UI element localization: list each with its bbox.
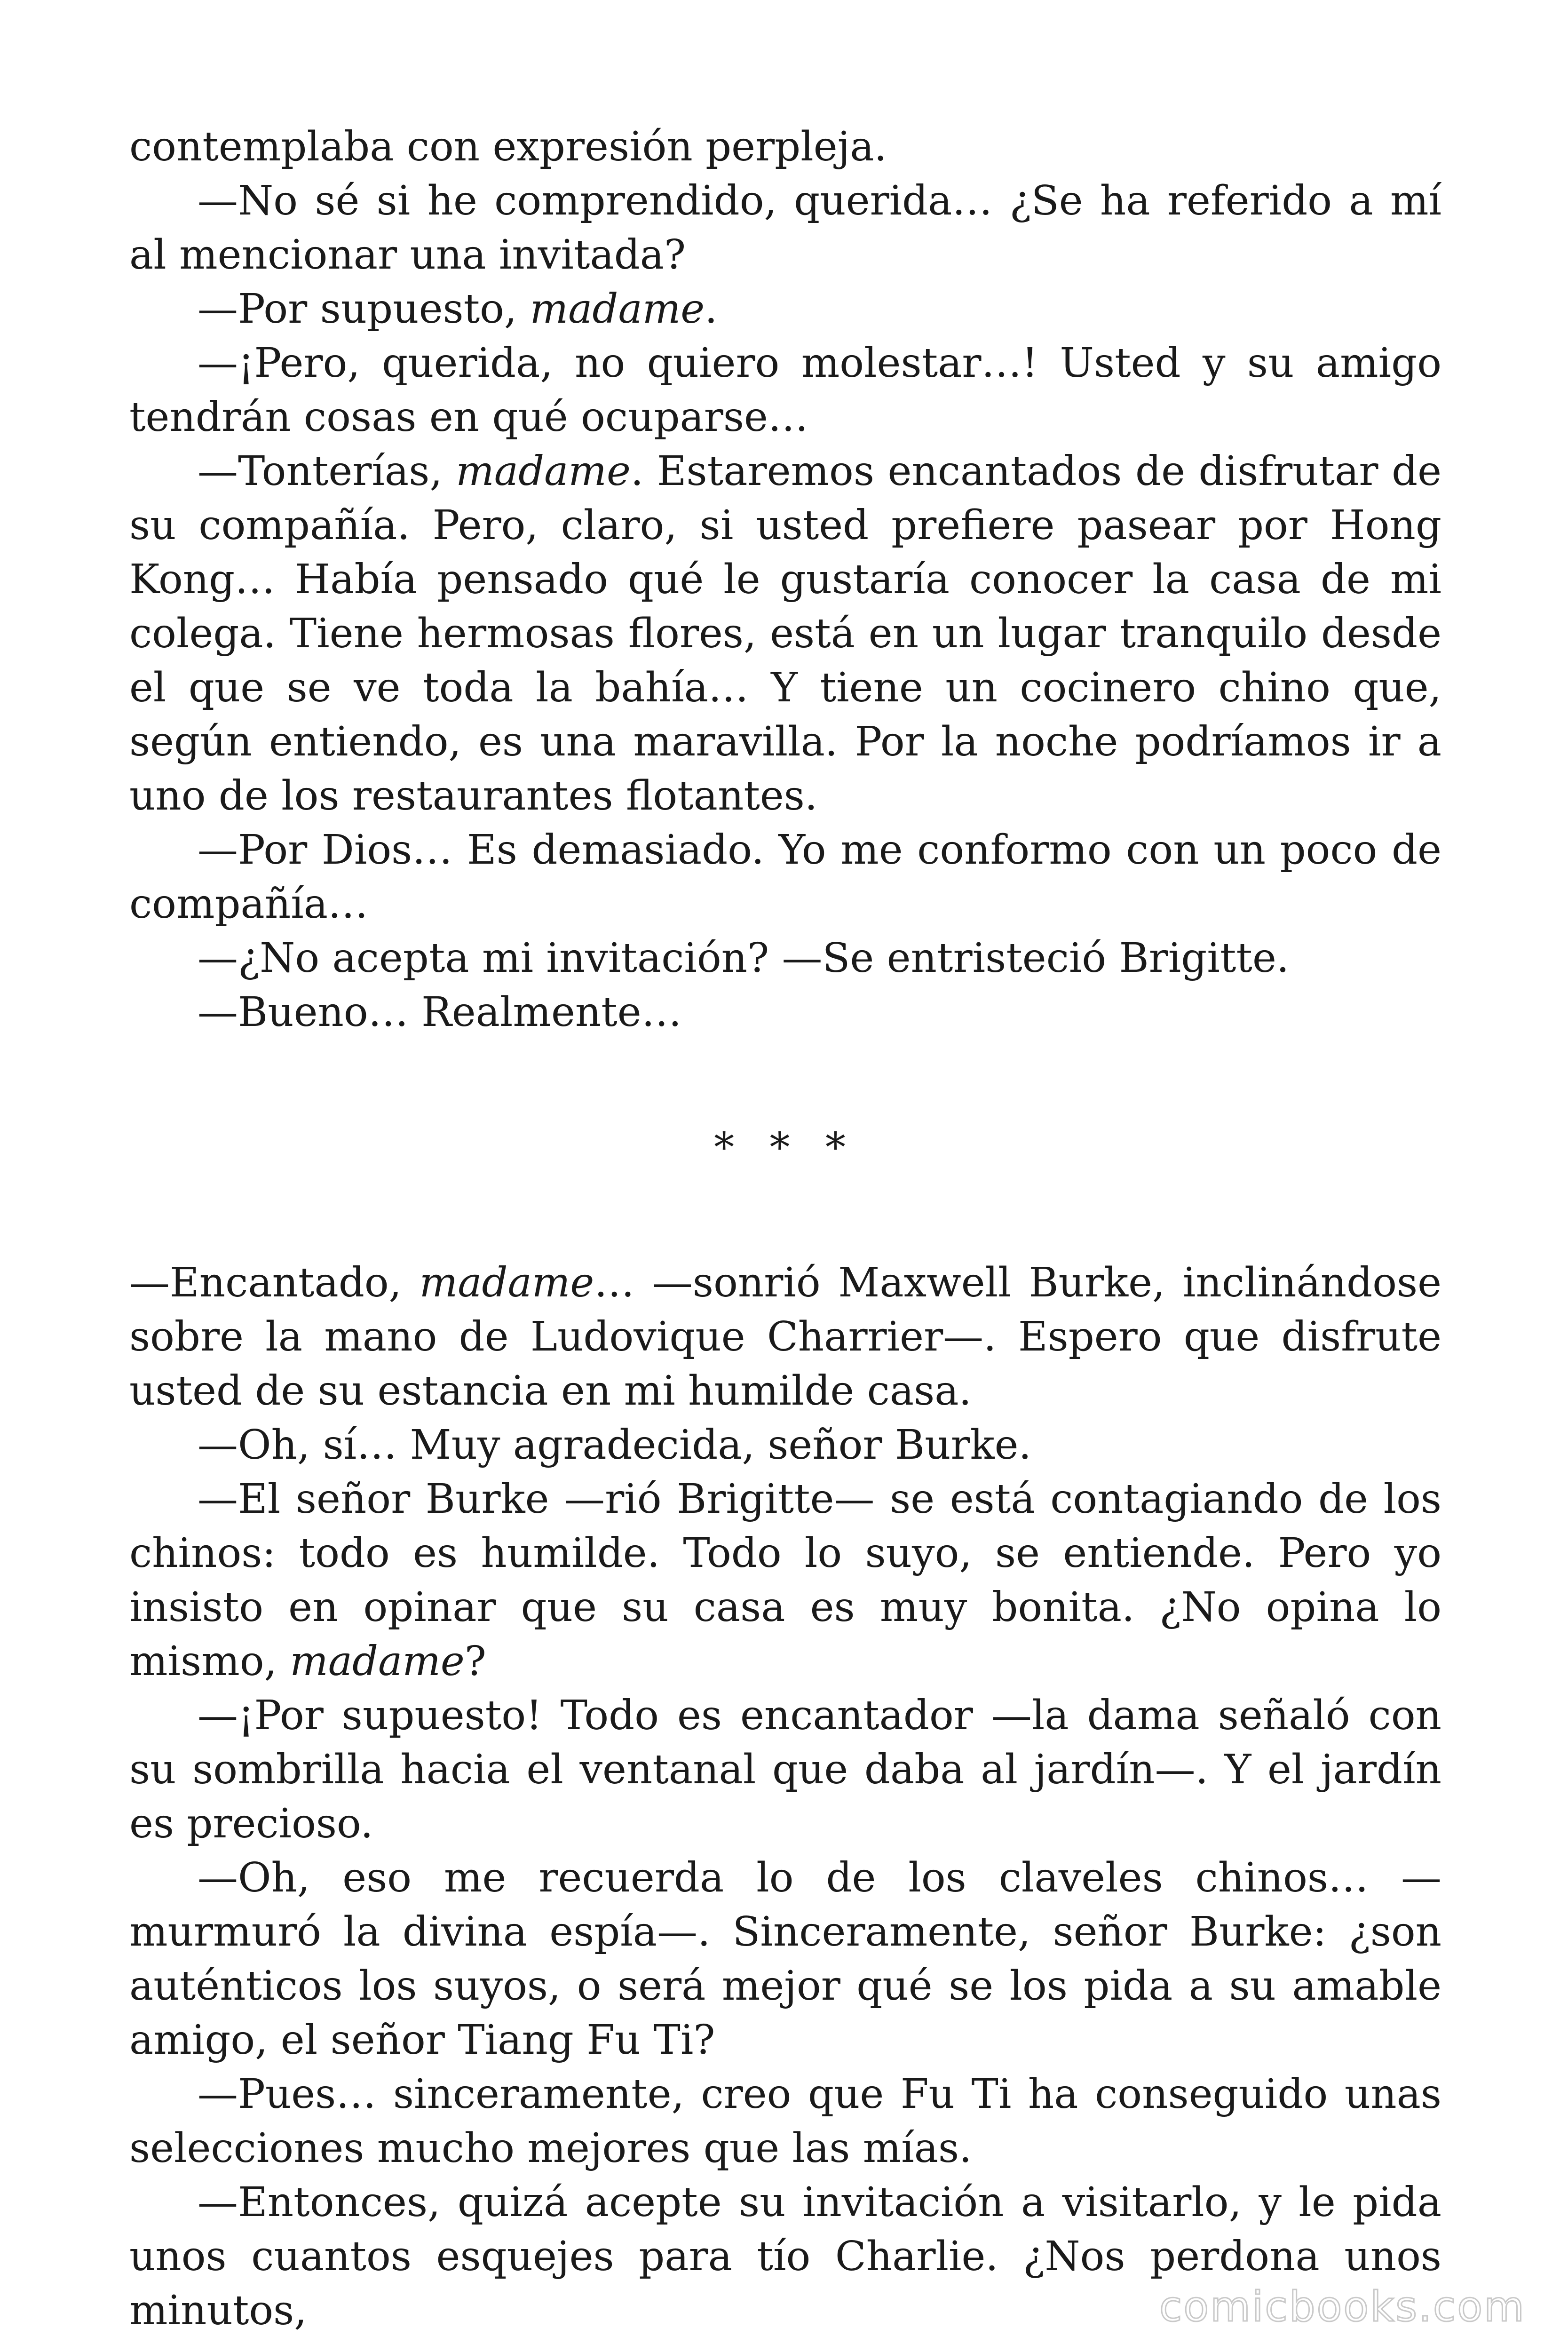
text-run: —Por supuesto, (198, 286, 530, 333)
paragraph (129, 823, 1441, 931)
text-run: … —sonrió Maxwell Burke, inclinándose sobre la mano de Ludovique Charrier—. Espero que disfrute usted de su estancia en mi humilde casa. (129, 1259, 1441, 1414)
paragraph (129, 1256, 1441, 1418)
paragraph (129, 336, 1441, 445)
text-run: —Oh, sí… Muy agradecida, señor Burke. (198, 1422, 1031, 1469)
text-run: —Oh, eso me recuerda lo de los claveles chinos… —murmuró la divina espía—. Sinceramente, señor Burke: ¿son auténticos los suyos, o será mejor qué se los pida a su amable amigo, el señor Tiang Fu Ti? (129, 1854, 1441, 2064)
text-run: —Pues… sinceramente, creo que Fu Ti ha conseguido unas selecciones mucho mejores que las mías. (129, 2071, 1441, 2172)
text-run: —Entonces, quizá acepte su invitación a visitarlo, y le pida unos cuantos esquejes para tío Charlie. ¿Nos perdona unos minutos, (129, 2179, 1441, 2334)
text-run: —No sé si he comprendido, querida… ¿Se ha referido a mí al mencionar una invitada? (129, 177, 1441, 278)
text-run: . (705, 286, 718, 333)
paragraph (129, 174, 1441, 282)
text-section-before-break (129, 120, 1441, 1040)
paragraph (129, 445, 1441, 823)
paragraph (129, 1689, 1441, 1851)
paragraph (129, 282, 1441, 336)
text-section-after-break (129, 1256, 1441, 2338)
paragraph (129, 1418, 1441, 1472)
page-body (129, 120, 1441, 2338)
text-run: —Tonterías, (198, 448, 456, 495)
text-run: —Bueno… Realmente… (198, 989, 682, 1036)
scene-break (129, 1040, 1441, 1256)
scene-break-asterisks: * * * (714, 1124, 857, 1171)
paragraph (129, 1472, 1441, 1689)
text-run: —Por Dios… Es demasiado. Yo me conformo con un poco de compañía… (129, 826, 1441, 928)
text-run: —¡Pero, querida, no quiero molestar…! Usted y su amigo tendrán cosas en qué ocuparse… (129, 340, 1441, 441)
text-run: . Estaremos encantados de disfrutar de su compañía. Pero, claro, si usted prefiere pasear por Hong Kong… Había pensado qué le gustaría conocer la casa de mi colega. Tiene hermosas flores, está en un lugar tranquilo desde el que se ve toda la bahía… Y tiene un cocinero chino que, según entiendo, es una maravilla. Por la noche podríamos ir a uno de los restaurantes flotantes. (129, 448, 1442, 819)
italic-text: madame (290, 1638, 465, 1685)
paragraph (129, 120, 1441, 174)
paragraph (129, 1851, 1441, 2067)
text-run: —Encantado, (129, 1259, 420, 1306)
text-run: —¡Por supuesto! Todo es encantador —la dama señaló con su sombrilla hacia el ventanal que daba al jardín—. Y el jardín es precioso. (129, 1692, 1441, 1847)
text-run: —El señor Burke —rió Brigitte— se está contagiando de los chinos: todo es humilde. Todo lo suyo, se entiende. Pero yo insisto en opinar que su casa es muy bonita. ¿No opina lo mismo, (129, 1476, 1441, 1685)
text-run: ? (464, 1638, 486, 1685)
italic-text: madame (419, 1259, 594, 1306)
paragraph (129, 2067, 1441, 2176)
watermark: comicbooks.com (1159, 2282, 1526, 2331)
text-run: contemplaba con expresión perpleja. (129, 123, 887, 170)
paragraph (129, 985, 1441, 1040)
text-run: —¿No acepta mi invitación? —Se entristeció Brigitte. (198, 935, 1290, 982)
paragraph (129, 931, 1441, 985)
italic-text: madame (456, 448, 631, 495)
italic-text: madame (530, 286, 705, 333)
